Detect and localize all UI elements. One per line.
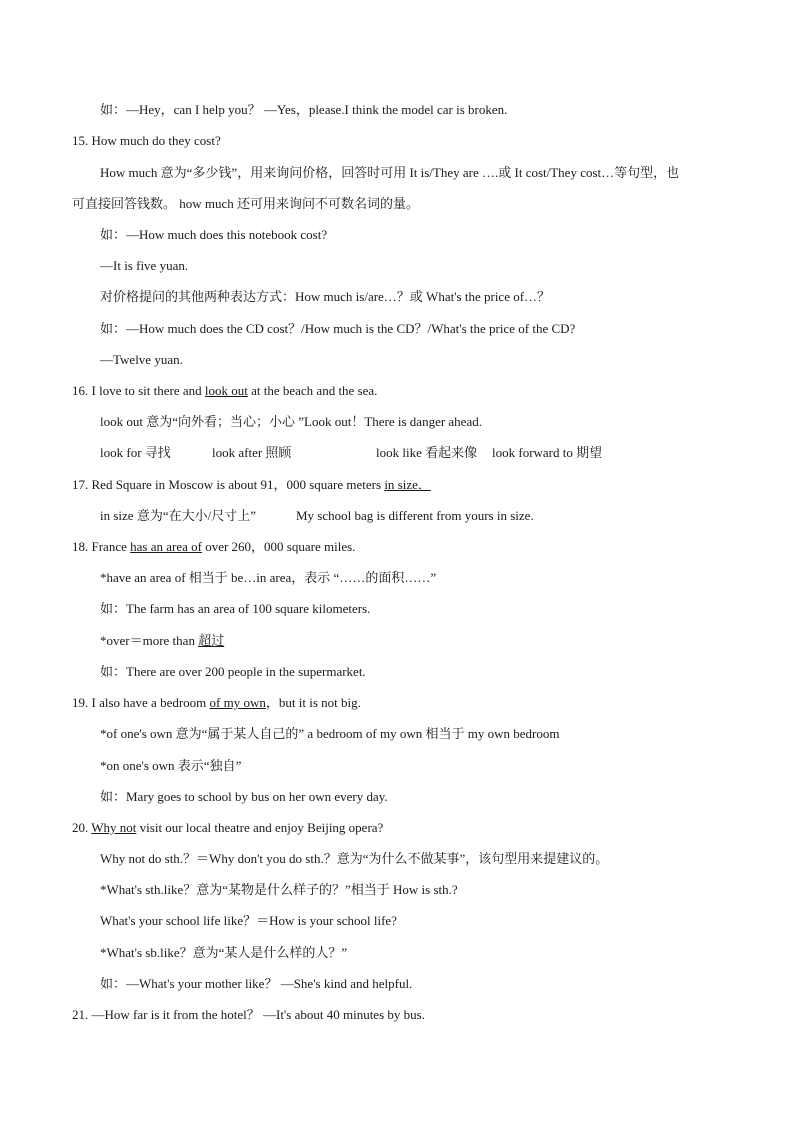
explanation-line: 可直接回答钱数。 how much 还可用来询问不可数名词的量。: [72, 196, 420, 211]
example-line: 如：—How much does the CD cost？/How much is the CD？/What's the price of the CD?: [100, 321, 576, 336]
example-line: 如：There are over 200 people in the supermarket.: [100, 664, 366, 679]
explanation-line: *of one's own 意为“属于某人自己的” a bedroom of my own 相当于 my own bedroom: [100, 726, 560, 741]
example-line: —Twelve yuan.: [100, 352, 183, 367]
document-page: 如：—Hey，can I help you？ —Yes，please.I think the model car is broken. 15. How much do they cost? How much 意为“多少钱”，用来询问价格，回答时可用 It is/They are ….或 It cost/They cost…等句型，也 可直接回答钱数。 how much 还可用来询问不可数名词的量。 如：—How much does this notebook cost? —It is five yuan. 对价格提问的其他两种表达方式：How much is/are…？或 What's the price of…？ 如：—How much does the CD cost？/How much is the CD？/What's the price of the CD? —Twelve yuan. 16. I love to sit there and look out at the beach and the sea. look out 意为“向外看；当心；小心 ”Look out！There is danger ahead. look for 寻找 look after 照顾 look like 看起来像 look forward to 期望 17. Red Square in Moscow is about 91，000 square meters in size． in size 意为“在大小/尺寸上” My school bag is different from yours in size. 18. France has an area of over 260，000 square miles. *have an area of 相当于 be…in area，表示 “……的面积……” 如：The farm has an area of 100 square kilometers. *over＝more than 超过 如：There are over 200 people in the supermarket. 19. I also have a bedroom of my own，but it is not big. *of one's own 意为“属于某人自己的” a bedroom of my own 相当于 my own bedroom *on one's own 表示“独自” 如：Mary goes to school by bus on her own every day. 20. Why not visit our local theatre and enjoy Beijing opera? Why not do sth.？＝Why don't you do sth.？意为“为什么不做某事”，该句型用来提建议的。 *What's sth.like？意为“某物是什么样子的？”相当于 How is sth.? What's your school life like？＝How is your school life? *What's sb.like？意为“某人是什么样的人？” 如：—What's your mother like？ —She's kind and helpful. 21. —How far is it from the hotel？ —It's about 40 minutes by bus.: [0, 0, 794, 1123]
explanation-line: 对价格提问的其他两种表达方式：How much is/are…？或 What's the price of…？: [100, 289, 551, 304]
example-line: 如：—How much does this notebook cost?: [100, 227, 328, 242]
example-line: What's your school life like？＝How is your school life?: [100, 913, 397, 928]
item-20-heading: 20. Why not visit our local theatre and enjoy Beijing opera?: [72, 820, 384, 835]
explanation-line: *What's sth.like？意为“某物是什么样子的？”相当于 How is sth.?: [100, 882, 458, 897]
example-line: 如：—What's your mother like？ —She's kind and helpful.: [100, 976, 413, 991]
explanation-line: look out 意为“向外看；当心；小心 ”Look out！There is danger ahead.: [100, 414, 482, 429]
key-phrase: in size．: [384, 477, 431, 492]
item-17-heading: 17. Red Square in Moscow is about 91，000 square meters in size．: [72, 477, 431, 492]
explanation-line: *on one's own 表示“独自”: [100, 758, 242, 773]
example-line: 如：Mary goes to school by bus on her own every day.: [100, 789, 388, 804]
item-16-heading: 16. I love to sit there and look out at the beach and the sea.: [72, 383, 378, 398]
item-18-heading: 18. France has an area of over 260，000 square miles.: [72, 539, 356, 554]
example-line: 如：—Hey，can I help you？ —Yes，please.I think the model car is broken.: [100, 102, 508, 117]
key-phrase: has an area of: [130, 539, 202, 554]
key-phrase: Why not: [91, 820, 137, 835]
key-phrase: 超过: [198, 633, 225, 648]
item-21-heading: 21. —How far is it from the hotel？ —It's about 40 minutes by bus.: [72, 1007, 425, 1022]
explanation-line: Why not do sth.？＝Why don't you do sth.？意为“为什么不做某事”，该句型用来提建议的。: [100, 851, 609, 866]
item-15-heading: 15. How much do they cost?: [72, 133, 221, 148]
explanation-line: *have an area of 相当于 be…in area，表示 “……的面积……”: [100, 570, 437, 585]
explanation-line: How much 意为“多少钱”，用来询问价格，回答时可用 It is/They are ….或 It cost/They cost…等句型，也: [100, 165, 680, 180]
explanation-line: *over＝more than 超过: [100, 633, 225, 648]
example-line: —It is five yuan.: [100, 258, 189, 273]
item-19-heading: 19. I also have a bedroom of my own，but it is not big.: [72, 695, 361, 710]
key-phrase: of my own: [209, 695, 266, 710]
explanation-line: *What's sb.like？意为“某人是什么样的人？”: [100, 945, 348, 960]
key-phrase: look out: [204, 383, 248, 398]
example-line: 如：The farm has an area of 100 square kilometers.: [100, 601, 371, 616]
